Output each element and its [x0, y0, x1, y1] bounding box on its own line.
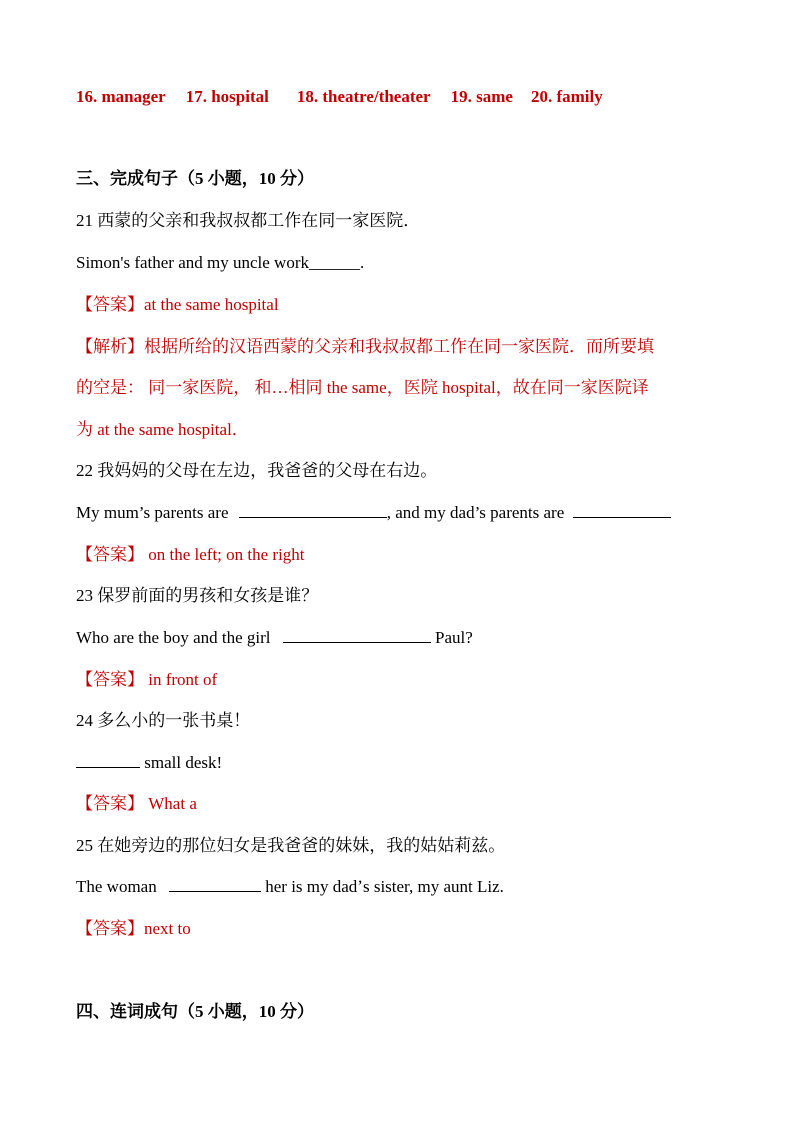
- q21-blank: ______: [309, 253, 360, 272]
- section-3-title: 三、完成句子（5 小题，10 分）: [76, 169, 314, 188]
- q21-chinese: 21 西蒙的父亲和我叔叔都工作在同一家医院．: [76, 211, 421, 230]
- q21-analysis-line1: [76, 336, 654, 358]
- answers-row-16-20: [76, 86, 603, 108]
- q23-chinese: 23 保罗前面的男孩和女孩是谁？: [76, 586, 319, 605]
- q22-blank-2[interactable]: [573, 503, 671, 518]
- q23-answer-label: 【答案】: [76, 670, 144, 689]
- q21-english-text: Simon's father and my uncle work: [76, 253, 309, 272]
- q22-blank-1[interactable]: [239, 503, 387, 518]
- answer-16: 16. manager: [76, 87, 166, 106]
- answer-19: 19. same: [450, 87, 513, 106]
- q24-english: [76, 752, 222, 774]
- q22-chinese: 22 我妈妈的父母在左边，我爸爸的父母在右边。: [76, 461, 438, 480]
- q24-blank[interactable]: [76, 753, 140, 768]
- q24-english-part2: small desk!: [144, 753, 223, 772]
- q23-english: [76, 627, 473, 649]
- q23-english-part1: Who are the boy and the girl: [76, 628, 271, 647]
- q22-answer: [76, 544, 305, 566]
- q23-english-part2: Paul?: [435, 628, 473, 647]
- answer-18: 18. theatre/theater: [296, 87, 431, 106]
- q25-english-part1: The woman: [76, 877, 157, 896]
- q24-answer-text: What a: [144, 794, 197, 813]
- q21-analysis-text1: 根据所给的汉语西蒙的父亲和我叔叔都工作在同一家医院．而所要填: [144, 337, 654, 356]
- q25-chinese: 25 在她旁边的那位妇女是我爸爸的妹妹，我的姑姑莉兹。: [76, 836, 506, 855]
- q21-english: [76, 252, 364, 274]
- q22-answer-text: on the left; on the right: [144, 545, 305, 564]
- q21-answer-label: 【答案】: [76, 295, 144, 314]
- q21-answer: [76, 294, 279, 316]
- q24-answer-label: 【答案】: [76, 794, 144, 813]
- q22-english-part1: My mum’s parents are: [76, 503, 229, 522]
- q22-english-part2: , and my dad’s parents are: [386, 503, 565, 522]
- q24-answer: [76, 793, 197, 815]
- answer-20: 20. family: [530, 87, 603, 106]
- q21-analysis-line3: 为 at the same hospital．: [76, 420, 249, 439]
- q25-english-part2: her is my dadʼs sister, my aunt Liz.: [265, 877, 504, 896]
- q21-analysis-line2: 的空是： 同一家医院， 和…相同 the same，医院 hospital，故在同一家医院译: [76, 378, 649, 397]
- q25-english: [76, 876, 504, 898]
- q25-answer-text: next to: [144, 919, 191, 938]
- q23-answer: [76, 669, 217, 691]
- q23-answer-text: in front of: [144, 670, 218, 689]
- q25-blank[interactable]: [169, 877, 261, 892]
- q21-period: .: [360, 253, 365, 272]
- answer-17: 17. hospital: [185, 87, 269, 106]
- q25-answer-label: 【答案】: [76, 919, 144, 938]
- section-4-title: 四、连词成句（5 小题，10 分）: [76, 1002, 314, 1021]
- q21-analysis-label: 【解析】: [76, 337, 144, 356]
- q25-answer: [76, 918, 191, 940]
- q23-blank[interactable]: [283, 628, 431, 643]
- q21-answer-text: at the same hospital: [144, 295, 279, 314]
- q22-english: [76, 502, 671, 524]
- q24-chinese: 24 多么小的一张书桌！: [76, 711, 251, 730]
- q22-answer-label: 【答案】: [76, 545, 144, 564]
